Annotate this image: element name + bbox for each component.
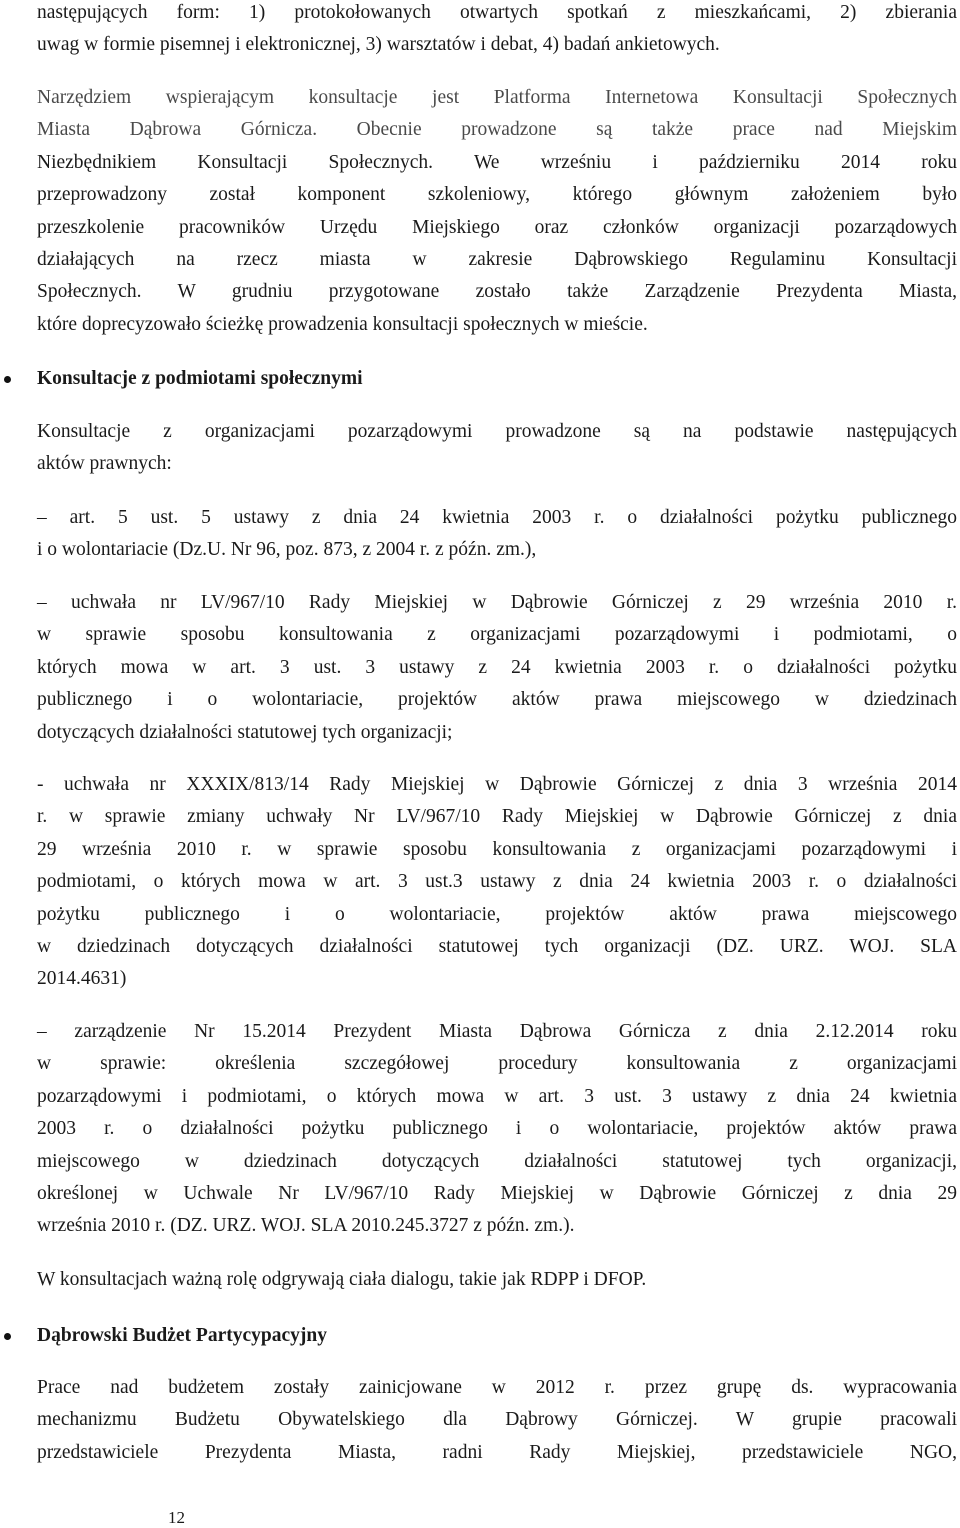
text-line: których mowa w art. 3 ust. 3 ustawy z 24 kwietnia 2003 r. o działalności pożytku <box>37 656 957 678</box>
text-line: r. w sprawie zmiany uchwały Nr LV/967/10 Rady Miejskiej w Dąbrowie Górniczej z dnia <box>37 806 957 828</box>
page-number: 12 <box>168 1508 185 1527</box>
text-line: pożytku publicznego i o wolontariacie, projektów aktów prawa miejscowego <box>37 903 957 925</box>
text-line: działających na rzecz miasta w zakresie Dąbrowskiego Regulaminu Konsultacji <box>37 248 957 270</box>
text-line: – uchwała nr LV/967/10 Rady Miejskiej w Dąbrowie Górniczej z 29 września 2010 r. <box>37 592 957 613</box>
bullet-icon <box>4 376 11 383</box>
text-line: września 2010 r. (DZ. URZ. WOJ. SLA 2010.245.3727 z późn. zm.). <box>37 1215 575 1237</box>
bullet-icon <box>4 1333 11 1340</box>
heading-text: Konsultacje z podmiotami społecznymi <box>37 368 363 389</box>
text-line: aktów prawnych: <box>37 453 172 475</box>
paragraph-law-item-1 <box>37 502 957 567</box>
text-line: uwag w formie pisemnej i elektronicznej, 3) warsztatów i debat, 4) badań ankietowych. <box>37 34 720 56</box>
paragraph-law-item-3 <box>37 769 957 996</box>
text-line: w dziedzinach dotyczących działalności statutowej tych organizacji (DZ. URZ. WOJ. SLA <box>37 935 957 957</box>
text-line: 29 września 2010 r. w sprawie sposobu konsultowania z organizacjami pozarządowymi i <box>37 838 957 860</box>
text-line: przedstawiciele Prezydenta Miasta, radni Rady Miejskiej, przedstawiciele NGO, <box>37 1441 957 1463</box>
paragraph-platform <box>37 82 957 341</box>
paragraph-law-item-4 <box>37 1016 957 1243</box>
text-line: 2014.4631) <box>37 968 127 990</box>
text-line: przeprowadzony został komponent szkoleniowy, którego głównym założeniem było <box>37 184 957 206</box>
paragraph-consultation-forms <box>37 0 957 62</box>
text-line: Niezbędnikiem Konsultacji Społecznych. We wrześniu i październiku 2014 roku <box>37 151 957 173</box>
text-line: Narzędziem wspierającym konsultacje jest Platforma Internetowa Konsultacji Społecznych <box>37 87 957 108</box>
text-line: dotyczących działalności statutowej tych organizacji; <box>37 721 453 743</box>
text-line: przeszkolenie pracowników Urzędu Miejskiego oraz członków organizacji pozarządowych <box>37 216 957 238</box>
text-line: w sprawie: określenia szczegółowej procedury konsultowania z organizacjami <box>37 1053 957 1075</box>
paragraph-budget-work <box>37 1372 957 1469</box>
text-line: mechanizmu Budżetu Obywatelskiego dla Dąbrowy Górniczej. W grupie pracowali <box>37 1409 957 1431</box>
text-line: następujących form: 1) protokołowanych otwartych spotkań z mieszkańcami, 2) zbierania <box>37 2 957 23</box>
paragraph-law-item-2 <box>37 587 957 749</box>
text-line: podmiotami, o których mowa w art. 3 ust.3 ustawy z dnia 24 kwietnia 2003 r. o działalności <box>37 871 957 893</box>
text-line: W konsultacjach ważną rolę odgrywają ciała dialogu, takie jak RDPP i DFOP. <box>37 1269 647 1290</box>
paragraph-legal-basis <box>37 416 957 481</box>
text-line: publicznego i o wolontariacie, projektów aktów prawa miejscowego w dziedzinach <box>37 689 957 711</box>
text-line: Konsultacje z organizacjami pozarządowymi prowadzone są na podstawie następujących <box>37 421 957 442</box>
heading-text: Dąbrowski Budżet Partycypacyjny <box>37 1325 327 1346</box>
text-line: określonej w Uchwale Nr LV/967/10 Rady Miejskiej w Dąbrowie Górniczej z dnia 29 <box>37 1182 957 1204</box>
text-line: – art. 5 ust. 5 ustawy z dnia 24 kwietnia 2003 r. o działalności pożytku publicznego <box>37 507 957 528</box>
paragraph-dialogue-bodies <box>37 1264 957 1296</box>
section-heading-social-consultations <box>37 363 363 395</box>
text-line: – zarządzenie Nr 15.2014 Prezydent Miasta Dąbrowa Górnicza z dnia 2.12.2014 roku <box>37 1021 957 1042</box>
text-line: w sprawie sposobu konsultowania z organizacjami pozarządowymi i podmiotami, o <box>37 624 957 646</box>
text-line: 2003 r. o działalności pożytku publicznego i o wolontariacie, projektów aktów prawa <box>37 1118 957 1140</box>
text-line: - uchwała nr XXXIX/813/14 Rady Miejskiej w Dąbrowie Górniczej z dnia 3 września 2014 <box>37 774 957 795</box>
section-heading-participatory-budget <box>37 1320 327 1352</box>
text-line: Miasta Dąbrowa Górnicza. Obecnie prowadzone są także prace nad Miejskim <box>37 119 957 141</box>
text-line: Społecznych. W grudniu przygotowane zostało także Zarządzenie Prezydenta Miasta, <box>37 281 957 303</box>
text-line: pozarządowymi i podmiotami, o których mowa w art. 3 ust. 3 ustawy z dnia 24 kwietnia <box>37 1085 957 1107</box>
text-line: miejscowego w dziedzinach dotyczących działalności statutowej tych organizacji, <box>37 1150 957 1172</box>
text-line: i o wolontariacie (Dz.U. Nr 96, poz. 873, z 2004 r. z późn. zm.), <box>37 539 537 561</box>
text-line: Prace nad budżetem zostały zainicjowane w 2012 r. przez grupę ds. wypracowania <box>37 1377 957 1398</box>
text-line: które doprecyzowało ścieżkę prowadzenia konsultacji społecznych w mieście. <box>37 313 648 335</box>
